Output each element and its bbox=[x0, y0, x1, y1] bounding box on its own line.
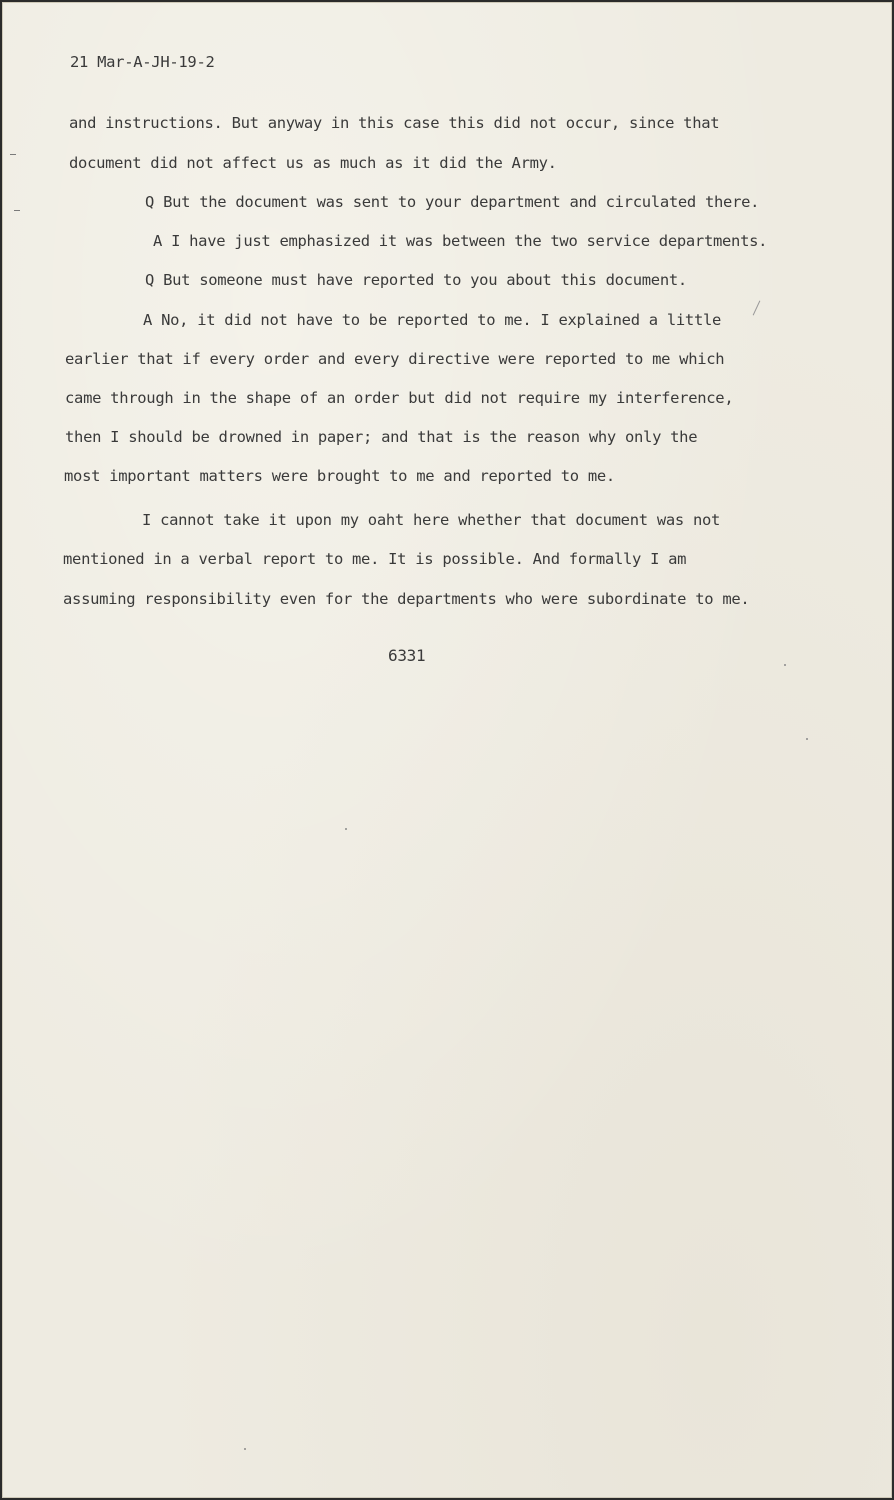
document-reference: 21 Mar-A-JH-19-2 bbox=[70, 53, 215, 71]
text-line-10: most important matters were brought to me and reported to me. bbox=[64, 467, 615, 485]
margin-mark bbox=[10, 154, 16, 155]
document-page bbox=[2, 2, 892, 1498]
paper-speck bbox=[244, 1448, 246, 1450]
text-line-11: I cannot take it upon my oaht here whether that document was not bbox=[142, 511, 721, 529]
margin-mark bbox=[14, 210, 20, 211]
answer-line-1: A I have just emphasized it was between the two service departments. bbox=[153, 232, 768, 250]
text-line-9: then I should be drowned in paper; and that is the reason why only the bbox=[65, 428, 698, 446]
page-number: 6331 bbox=[388, 646, 426, 665]
text-line-1: and instructions. But anyway in this case this did not occur, since that bbox=[69, 114, 720, 132]
pencil-mark bbox=[753, 301, 761, 316]
answer-line-2: A No, it did not have to be reported to me. I explained a little bbox=[143, 311, 722, 329]
text-line-12: mentioned in a verbal report to me. It is possible. And formally I am bbox=[63, 550, 687, 568]
text-line-8: came through in the shape of an order but did not require my interference, bbox=[65, 389, 734, 407]
paper-speck bbox=[345, 828, 347, 830]
paper-speck bbox=[784, 664, 786, 666]
question-line-1: Q But the document was sent to your department and circulated there. bbox=[145, 193, 760, 211]
text-line-13: assuming responsibility even for the departments who were subordinate to me. bbox=[63, 590, 750, 608]
question-line-2: Q But someone must have reported to you about this document. bbox=[145, 271, 687, 289]
text-line-2: document did not affect us as much as it did the Army. bbox=[69, 154, 557, 172]
paper-speck bbox=[806, 738, 808, 740]
text-line-7: earlier that if every order and every directive were reported to me which bbox=[65, 350, 725, 368]
